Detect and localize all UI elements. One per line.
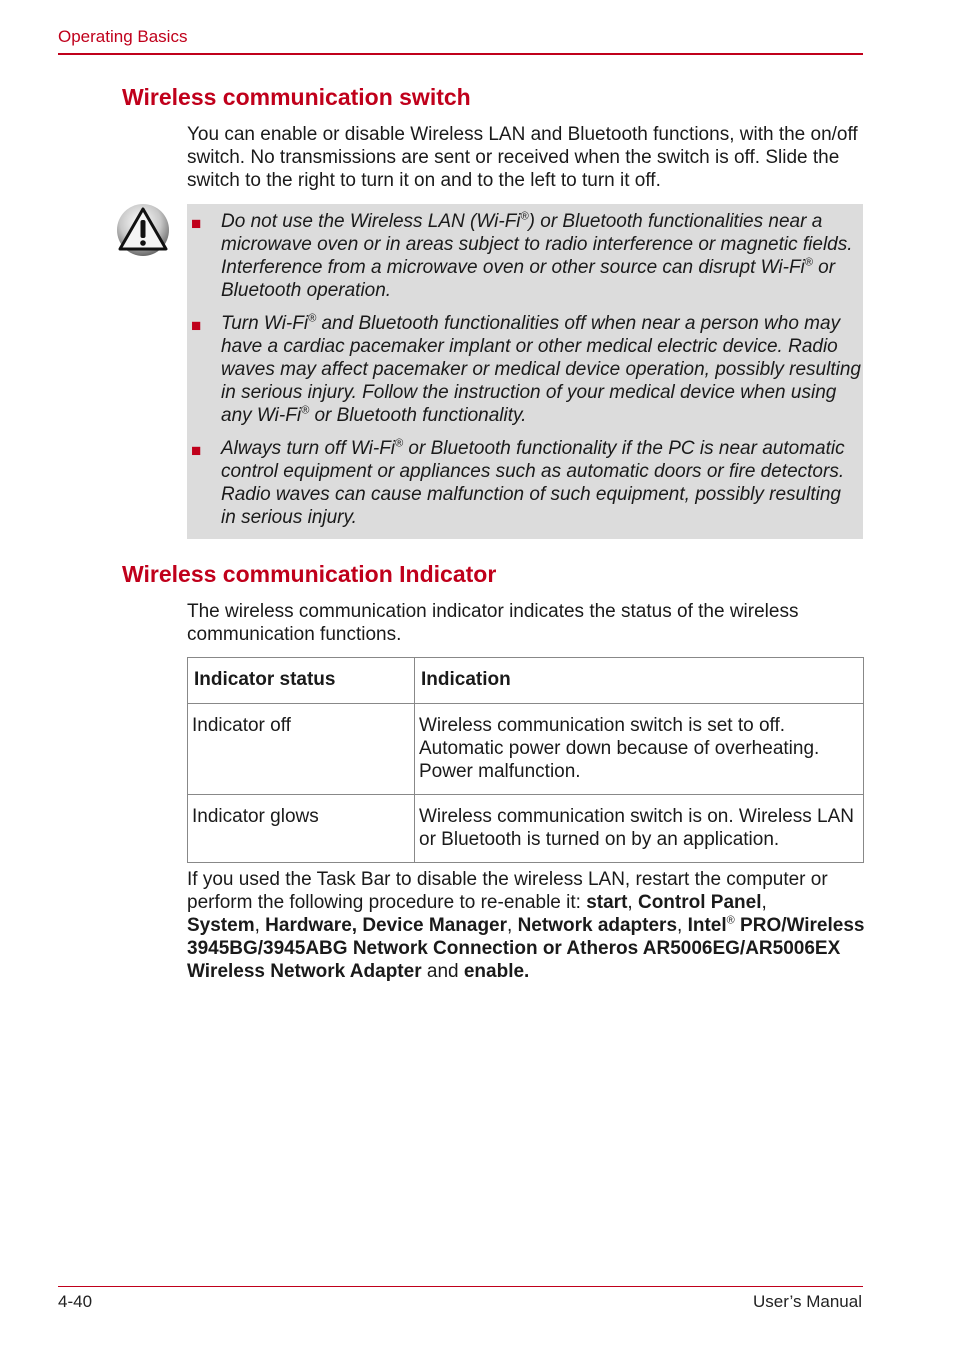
indication-line: Wireless communication switch is set to off.	[419, 715, 786, 736]
caution-text: Do not use the Wireless LAN (Wi-Fi®) or Bluetooth functionalities near a microwave oven or in areas subject to radio interference or magnetic fields. Interference from a microwave oven or other source can disrupt Wi-Fi® or Bluetooth operation.	[221, 210, 853, 301]
bullet-square-icon: ■	[191, 441, 202, 460]
indication-cell	[415, 795, 864, 863]
status-cell: Indicator off	[188, 704, 415, 795]
column-header-status: Indicator status	[188, 658, 415, 704]
switch-intro: You can enable or disable Wireless LAN and Bluetooth functions, with the on/off switch. No transmissions are sent or received when the switch is off. Slide the switch to the right to turn it on and to the left to turn it off.	[187, 124, 858, 191]
indication-line: Power malfunction.	[419, 761, 581, 782]
bullet-square-icon: ■	[191, 316, 202, 335]
header-rule	[58, 53, 863, 55]
caution-text: Always turn off Wi-Fi® or Bluetooth functionality if the PC is near automatic control equipment or appliances such as automatic doors or fire detectors. Radio waves can cause malfunction of such equipment, possibly resulting in serious injury.	[221, 437, 845, 528]
caution-box	[187, 204, 863, 539]
caution-text: Turn Wi-Fi® and Bluetooth functionalities off when near a person who may have a cardiac pacemaker implant or other medical electric device. Radio waves may affect pacemaker or medical device operation, possibly resulting in serious injury. Follow the instruction of your medical device when using any Wi-Fi® or Bluetooth functionality.	[221, 312, 861, 426]
indication-cell	[415, 704, 864, 795]
column-header-indication: Indication	[415, 658, 864, 704]
warning-triangle-icon	[116, 203, 170, 257]
indicator-table	[187, 657, 864, 863]
footer-page-number: 4-40	[58, 1292, 93, 1311]
indication-line: Automatic power down because of overheating.	[419, 738, 820, 759]
status-cell: Indicator glows	[188, 795, 415, 863]
footer-rule	[58, 1286, 863, 1287]
indicator-intro: The wireless communication indicator indicates the status of the wireless communication functions.	[187, 601, 799, 645]
footer-manual-title: User’s Manual	[753, 1292, 862, 1311]
table-row	[188, 795, 864, 863]
header-section-label: Operating Basics	[58, 27, 188, 46]
table-header-row	[188, 658, 864, 704]
bullet-square-icon: ■	[191, 214, 202, 233]
switch-heading: Wireless communication switch	[122, 84, 471, 110]
indication-line: Wireless communication switch is on. Wireless LAN or Bluetooth is turned on by an application.	[419, 806, 855, 850]
indicator-heading: Wireless communication Indicator	[122, 561, 497, 587]
reenable-paragraph: If you used the Task Bar to disable the wireless LAN, restart the computer or perform the following procedure to re-enable it: start, Control Panel, System, Hardware, Device Manager, Network adapters, Intel® PRO/Wireless 3945BG/3945ABG Network Connection or Atheros AR5006EG/AR5006EX Wireless Network Adapter and enable.	[187, 869, 865, 982]
table-row	[188, 704, 864, 795]
